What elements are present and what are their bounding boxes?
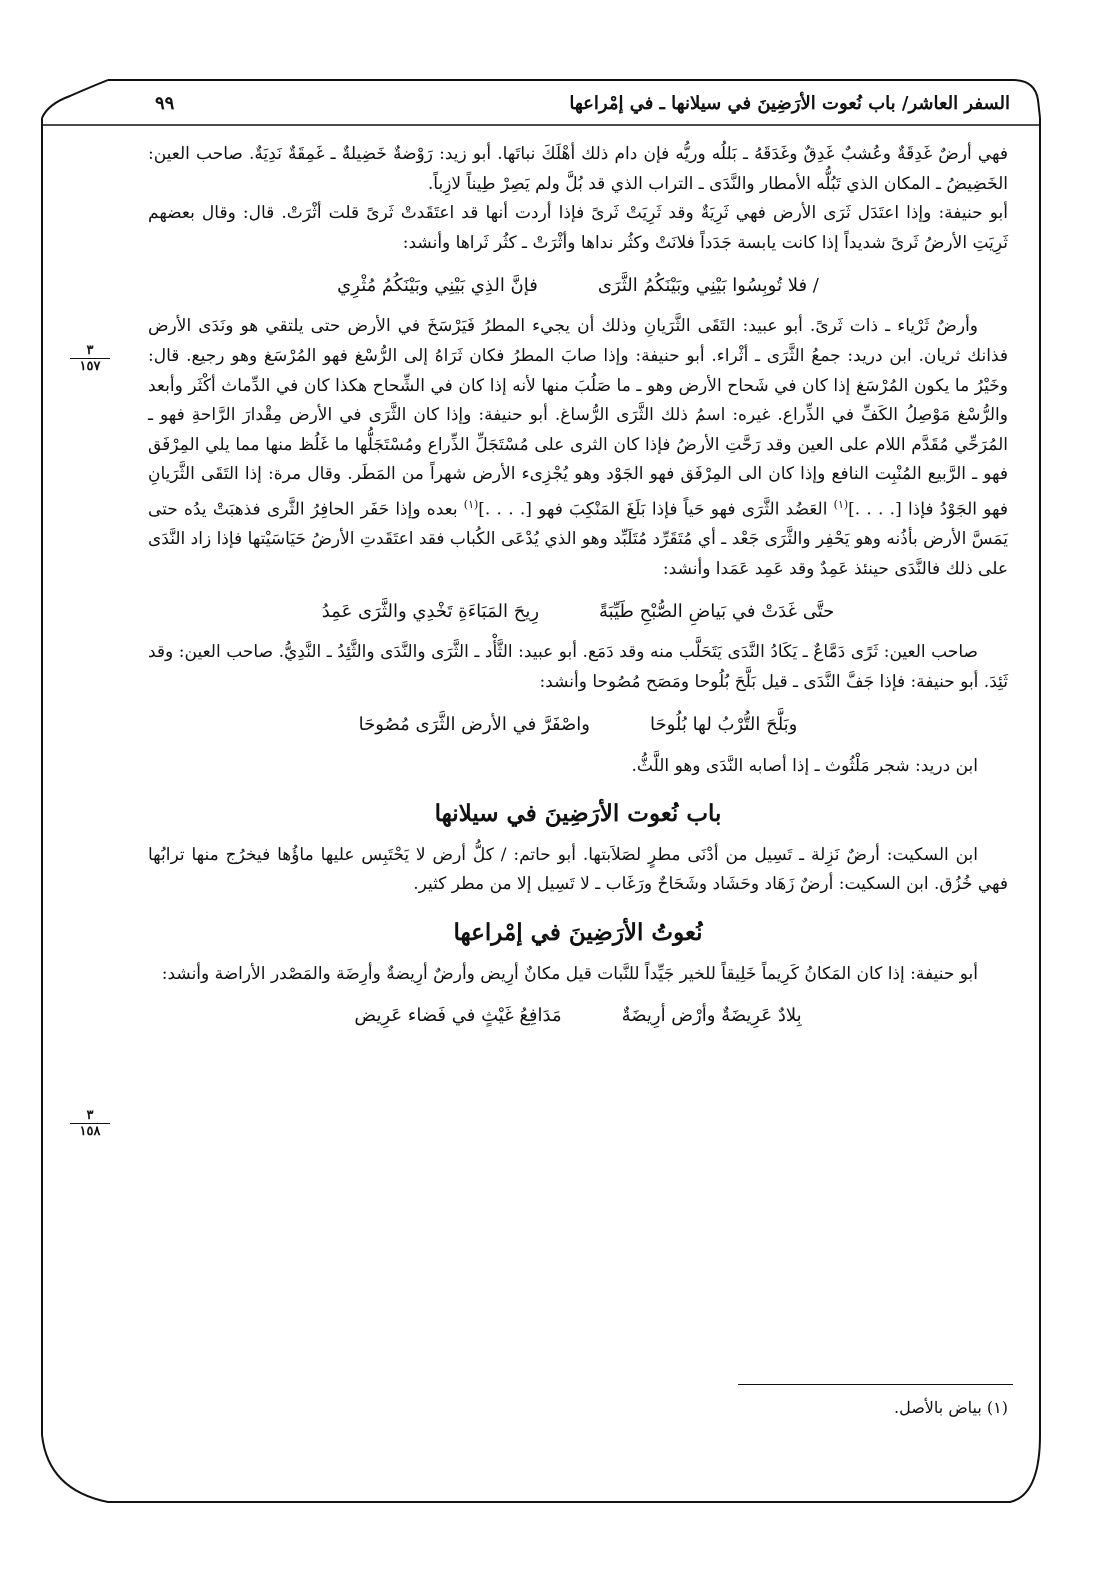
verse-line: [148, 995, 1008, 1037]
running-header: [125, 85, 1010, 121]
paragraph: صاحب العين: ثَرًى دَمَّاعٌ ـ يَكَادُ النَّدَى يَتَحَلَّب منه وقد دَمَع. أبو عبيد: الثَّأْد ـ الثَّرَى والنَّدَى والثَّئِدُ ـ النَّدِيُّ. صاحب العين: وقد ثَئِدَ. أبو حنيفة: فإذا جَفَّ النَّدَى ـ قيل بَلَّحَ بُلُوحا ومَصَح مُصُوحا وأنشد:: [148, 642, 1008, 692]
margin-reference-157: [70, 343, 110, 374]
section-heading: نُعوتُ الأرَضِينَ في إمْراعها: [453, 918, 703, 946]
verse-hemistich-first: / فلا تُوبِسُوا بَيْنِي وبَيْنَكُمُ الثَّرَى: [597, 274, 819, 296]
verse-hemistich-second: مَدَافِعُ غَيْثٍ في فَضاء عَرِيض: [354, 1005, 562, 1027]
paragraph-text: وأرضٌ ثَرْياء ـ ذات ثَرىً. أبو عبيد: التَقَى الثَّرَيانِ وذلك أن يجيء المطرُ فَيَرْسَخَ في الأرض حتى يلتقي هو ونَدَى الأرض فذانك ثريان. ابن دريد: جمعُ الثَّرَى ـ أثْراء. أبو حنيفة: وإذا صابَ المطرُ فكان ثَرَاهُ إلى الرُّسْغ فهو المُرْسَغ وهو رجيع. قال: وخَيْرُ ما يكون المُرْسَغ إذا كان في شَحاح الأرض وهو ـ ما صَلُبَ منها لأنه إذا كان في الشِّحاح هكذا كان في الدِّماث أكْثَر وأبعد والرُّسْغ مَوْصِلُ الكَفِّ في الذِّراع. غيره: اسمُ ذلك الثَّرَى الرُّساغ. أبو حنيفة: وإذا كان الثَّرَى في الأرض مِقْدارَ الرَّاحةِ فهو ـ المُرَحِّي مُقَدَّم اللام على العين وقد رَحَّتِ الأرضُ فإذا كان الثرى على مُسْتَجَلِّ الذِّراع ومُسْتَجَلُّها ما غَلُظ منها مما يلي المِرْفَق فهو ـ الرَّبيع المُنْبِت النافع وإذا كان الى المِرْفَق فهو الجَوْد وهو يُجْزِىء الأرض شهراً من المَطَر. وقال مرة: إذا التَقَى الثَّرَيانِ فهو الجَوْدُ فإذا [. . . .]: [148, 316, 1008, 520]
margin-reference-158: [70, 1108, 110, 1139]
verse-line: [148, 590, 1008, 632]
verse-hemistich-second: واصْفَرَّ في الأرض الثَّرَى مُصُوحَا: [358, 713, 590, 735]
main-text: [148, 140, 1008, 1043]
paragraph: فهي أرضٌ غَدِقَةٌ وعُشبٌ غَدِقٌ وغَدَقَهُ ـ بَللُه وريُّه فإن دام ذلك أهْلَكَ نباتَها. أبو زيد: رَوْضةٌ خَضِيلةٌ ـ غَمِقَةٌ نَدِيَةٌ. صاحب العين: الخَضِيضُ ـ المكان الذي تَبُلُّه الأمطار والنَّدَى ـ التراب الذي قد بُلَّ ولم يَصِرْ طِيناً لازِباً.: [148, 144, 1008, 194]
paragraph: [148, 312, 1008, 584]
verse-hemistich-first: بِلادٌ عَرِيضَةٌ وأرْض أرِيضَةٌ: [621, 1005, 802, 1027]
verse-line: [148, 264, 1008, 306]
footnote: (١) بياض بالأصل.: [894, 1398, 1008, 1417]
margin-ref-volume: ٣: [70, 1108, 110, 1124]
footnote-marker: (١): [463, 497, 479, 511]
paragraph: أبو حنيفة: إذا كان المَكانُ كَرِيماً خَلِيقاً للخير جَيِّداً للنَّبات قيل مكانٌ أرِيض وأرضٌ أرِيضةٌ وأرِضَة والمَصْدر الأراضة وأنشد:: [161, 963, 978, 984]
margin-ref-page: ١٥٨: [79, 1124, 101, 1139]
verse-hemistich-first: حتَّى غَدَتْ في بَياضِ الصُّبْحِ طَيِّبَةً: [599, 600, 835, 622]
paragraph: ابن دريد: شجر مَلْثُوث ـ إذا أصابه النَّدَى وهو اللَّثُّ.: [631, 755, 978, 776]
footnote-divider: [738, 1384, 1013, 1385]
verse-hemistich-second: فإنَّ الذِي بَيْنِي وبَيْنَكُمُ مُثْرِي: [337, 274, 538, 296]
verse-hemistich-second: رِيحَ المَبَاءَةِ تَخْدِي والثَّرَى عَمِدُ: [321, 600, 540, 622]
running-title: السفر العاشر/ باب نُعوت الأرَضِينَ في سيلانها ـ في إمْراعها: [569, 92, 1010, 114]
section-heading: باب نُعوت الأرَضِينَ في سيلانها: [434, 800, 722, 828]
paragraph-text: بعده وإذا حَفَر الحافِرُ الثَّرى فذهبَتْ يدُه حتى يَمَسَّ الأرض بأذُنه وهو يَحْفِر والثَّرَى جَعْد ـ أي مُتَقَرِّد مُتَلَبِّد وهو الذي يُدْعَى الكُباب فقد اعتَقَدتِ الأرضُ حَيَاسَيْتها فإذا زاد النَّدَى على ذلك فالنَّدَى حينئذ عَمِدٌ وقد عَمِد عَمَدا وأنشد:: [148, 499, 1008, 579]
page-number: ٩٩: [155, 92, 175, 114]
margin-ref-volume: ٣: [70, 343, 110, 359]
footnote-marker: (١): [833, 497, 849, 511]
paragraph: أبو حنيفة: وإذا اعتَدَل ثَرَى الأرض فهي ثَرِيَةٌ وقد ثَرِيَتْ ثَرىً فإذا أردت أنها قد اعتَقَدتْ ثَرىً قلت أثْرَتْ. قال: وقال بعضهم ثَرِيَتِ الأرضُ ثَرىً شديداً إذا كانت يابسة جَدَداً فلانَتْ وكثُر نداها وأثْرَتْ ـ كثُر ثَراها وأنشد:: [148, 203, 1008, 253]
verse-line: [148, 704, 1008, 746]
margin-ref-page: ١٥٧: [79, 359, 101, 374]
paragraph: ابن السكيت: أرضٌ نَزِلة ـ تَسِيل من أدْنَى مطرٍ لصَلاَبتها. أبو حاتم: / كلُّ أرض لا يَحْتَبِس عليها ماؤُها فيخرُج منها ترابُها فهي خُزُق. ابن السكيت: أرضٌ زَهَاد وحَشَاد وشَحَاحٌ ورَغَاب ـ لا تَسِيل إلا من مطر كثير.: [148, 844, 1008, 895]
paragraph-text: العَضُد الثَّرَى فهو حَياً فإذا بَلَغَ المَنْكِبَ فهو [. . . .]: [478, 499, 834, 520]
verse-hemistich-first: وبَلَّحَ التُّرْبُ لها بُلُوحَا: [649, 713, 798, 735]
